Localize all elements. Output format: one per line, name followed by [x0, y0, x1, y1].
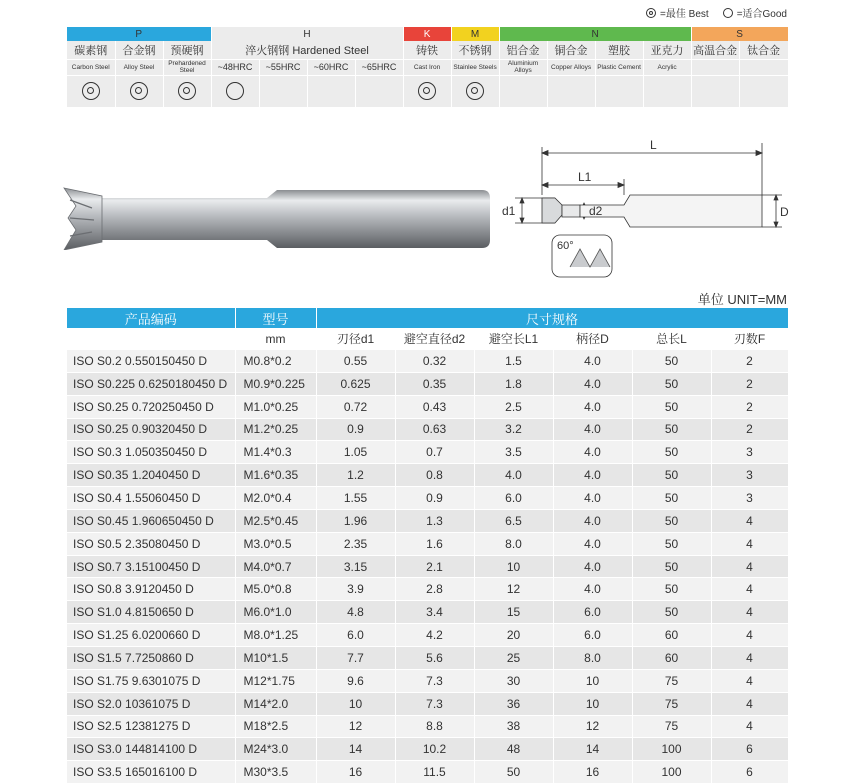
cell-model: M12*1.75 [235, 669, 316, 692]
group-k: K [403, 27, 451, 41]
cell-code: ISO S3.5 165016100 D [67, 761, 235, 784]
cell-L: 50 [632, 578, 711, 601]
group-s: S [691, 27, 788, 41]
cell-F: 4 [711, 555, 788, 578]
table-row [67, 624, 788, 647]
spec-subheader-row [67, 328, 788, 350]
cell-F: 4 [711, 532, 788, 555]
cell-d1: 9.6 [316, 669, 395, 692]
cell-L: 100 [632, 738, 711, 761]
mat-zh: 铝合金 [499, 41, 547, 59]
cell-F: 3 [711, 441, 788, 464]
best-rating-icon [178, 82, 196, 100]
cell-model: M4.0*0.7 [235, 555, 316, 578]
cell-L1: 50 [474, 761, 553, 784]
cell-D: 10 [553, 692, 632, 715]
cell-d1: 1.2 [316, 464, 395, 487]
cell-model: M6.0*1.0 [235, 601, 316, 624]
cell-L1: 6.0 [474, 487, 553, 510]
cell-D: 4.0 [553, 464, 632, 487]
label-d1: d1 [502, 204, 516, 218]
cell-model: M10*1.5 [235, 646, 316, 669]
cell-model: M18*2.5 [235, 715, 316, 738]
mat-en: ~55HRC [259, 59, 307, 75]
legend-good: =适合Good [736, 9, 787, 20]
table-row [67, 715, 788, 738]
mat-en: ~48HRC [211, 59, 259, 75]
cell-d2: 1.3 [395, 509, 474, 532]
rating-cell [67, 75, 115, 107]
cell-model: M1.6*0.35 [235, 464, 316, 487]
cell-L1: 20 [474, 624, 553, 647]
cell-d2: 0.63 [395, 418, 474, 441]
rating-cell [163, 75, 211, 107]
cell-d1: 0.55 [316, 350, 395, 373]
cell-d1: 6.0 [316, 624, 395, 647]
cell-L: 50 [632, 555, 711, 578]
cell-d2: 2.8 [395, 578, 474, 601]
table-row [67, 692, 788, 715]
cell-L: 50 [632, 395, 711, 418]
mat-en: Plastic Cement [595, 59, 643, 75]
table-row [67, 738, 788, 761]
label-D: D [780, 205, 789, 219]
cell-d2: 11.5 [395, 761, 474, 784]
mat-en: Acrylic [643, 59, 691, 75]
cell-D: 4.0 [553, 372, 632, 395]
best-rating-icon [82, 82, 100, 100]
mat-zh: 钛合金 [739, 41, 788, 59]
label-angle: 60° [557, 240, 574, 252]
cell-L: 50 [632, 487, 711, 510]
cell-code: ISO S0.25 0.90320450 D [67, 418, 235, 441]
cell-d1: 3.9 [316, 578, 395, 601]
cell-model: M8.0*1.25 [235, 624, 316, 647]
rating-cell [211, 75, 259, 107]
legend-best: =最佳 Best [660, 9, 709, 20]
cell-d2: 0.35 [395, 372, 474, 395]
mat-zh: 不锈钢 [451, 41, 499, 59]
cell-d1: 1.05 [316, 441, 395, 464]
cell-d2: 0.7 [395, 441, 474, 464]
cell-F: 2 [711, 418, 788, 441]
cell-d1: 10 [316, 692, 395, 715]
mat-zh: 铸铁 [403, 41, 451, 59]
rating-cell [451, 75, 499, 107]
cell-d1: 1.55 [316, 487, 395, 510]
cell-code: ISO S0.7 3.15100450 D [67, 555, 235, 578]
rating-cell [739, 75, 788, 107]
table-row [67, 395, 788, 418]
cell-code: ISO S0.45 1.960650450 D [67, 509, 235, 532]
cell-L1: 6.5 [474, 509, 553, 532]
cell-d2: 5.6 [395, 646, 474, 669]
cell-L: 50 [632, 464, 711, 487]
cell-L1: 12 [474, 578, 553, 601]
cell-L1: 38 [474, 715, 553, 738]
cell-model: M0.9*0.225 [235, 372, 316, 395]
unit-label: 单位 UNIT=MM [697, 292, 787, 307]
mat-zh: 碳素钢 [67, 41, 115, 59]
cell-L1: 15 [474, 601, 553, 624]
cell-d1: 3.15 [316, 555, 395, 578]
material-table [67, 27, 789, 107]
table-row [67, 418, 788, 441]
cell-code: ISO S0.35 1.2040450 D [67, 464, 235, 487]
table-row [67, 509, 788, 532]
sub-F: 刃数F [711, 328, 788, 350]
table-row [67, 441, 788, 464]
cell-d1: 12 [316, 715, 395, 738]
group-m: M [451, 27, 499, 41]
cell-model: M0.8*0.2 [235, 350, 316, 373]
group-h: H [211, 27, 403, 41]
material-rating-row [67, 75, 788, 107]
table-row [67, 601, 788, 624]
rating-cell [307, 75, 355, 107]
sub-D: 柄径D [553, 328, 632, 350]
cell-L: 50 [632, 532, 711, 555]
mat-zh: 预硬钢 [163, 41, 211, 59]
mat-en: Copper Alloys [547, 59, 595, 75]
mat-en: Aluminium Alloys [499, 59, 547, 75]
table-row [67, 578, 788, 601]
cell-D: 6.0 [553, 601, 632, 624]
table-row [67, 761, 788, 784]
cell-D: 4.0 [553, 555, 632, 578]
cell-code: ISO S2.5 12381275 D [67, 715, 235, 738]
best-rating-icon [466, 82, 484, 100]
best-rating-icon [418, 82, 436, 100]
cell-d1: 16 [316, 761, 395, 784]
cell-F: 2 [711, 395, 788, 418]
cell-F: 3 [711, 464, 788, 487]
rating-cell [547, 75, 595, 107]
rating-cell [403, 75, 451, 107]
cell-L1: 25 [474, 646, 553, 669]
cell-model: M24*3.0 [235, 738, 316, 761]
sub-d1: 刃径d1 [316, 328, 395, 350]
table-row [67, 464, 788, 487]
cell-d2: 3.4 [395, 601, 474, 624]
mat-en: ~60HRC [307, 59, 355, 75]
cell-L: 75 [632, 669, 711, 692]
cell-code: ISO S0.4 1.55060450 D [67, 487, 235, 510]
mat-en [691, 59, 739, 75]
table-row [67, 555, 788, 578]
cell-L1: 10 [474, 555, 553, 578]
cell-D: 4.0 [553, 509, 632, 532]
table-row [67, 669, 788, 692]
cell-L1: 3.5 [474, 441, 553, 464]
sub-L1: 避空长L1 [474, 328, 553, 350]
cell-code: ISO S0.225 0.6250180450 D [67, 372, 235, 395]
cell-d1: 4.8 [316, 601, 395, 624]
cell-F: 4 [711, 578, 788, 601]
cell-model: M1.0*0.25 [235, 395, 316, 418]
material-zh-row [67, 41, 788, 59]
mat-zh: 亚克力 [643, 41, 691, 59]
cell-L1: 1.5 [474, 350, 553, 373]
cell-L1: 2.5 [474, 395, 553, 418]
cell-D: 16 [553, 761, 632, 784]
cell-code: ISO S0.3 1.050350450 D [67, 441, 235, 464]
cell-d2: 7.3 [395, 692, 474, 715]
cell-model: M30*3.5 [235, 761, 316, 784]
cell-code: ISO S2.0 10361075 D [67, 692, 235, 715]
cell-L: 100 [632, 761, 711, 784]
table-row [67, 372, 788, 395]
table-row [67, 350, 788, 373]
cell-D: 12 [553, 715, 632, 738]
material-en-row [67, 59, 788, 75]
good-rating-icon [226, 82, 244, 100]
cell-L: 50 [632, 441, 711, 464]
cell-L: 50 [632, 372, 711, 395]
cell-L1: 36 [474, 692, 553, 715]
rating-cell [691, 75, 739, 107]
sub-d2: 避空直径d2 [395, 328, 474, 350]
cell-d2: 7.3 [395, 669, 474, 692]
cell-L1: 1.8 [474, 372, 553, 395]
cell-F: 6 [711, 738, 788, 761]
cell-model: M1.2*0.25 [235, 418, 316, 441]
cell-D: 8.0 [553, 646, 632, 669]
cell-d2: 10.2 [395, 738, 474, 761]
dimension-drawing [500, 135, 800, 285]
cell-d1: 2.35 [316, 532, 395, 555]
group-n: N [499, 27, 691, 41]
header-model: 型号 [235, 308, 316, 328]
table-row [67, 646, 788, 669]
cell-d2: 2.1 [395, 555, 474, 578]
rating-cell [355, 75, 403, 107]
label-L1: L1 [578, 170, 592, 184]
mat-en: Alloy Steel [115, 59, 163, 75]
header-dims: 尺寸规格 [316, 308, 788, 328]
cell-D: 4.0 [553, 395, 632, 418]
cell-D: 4.0 [553, 578, 632, 601]
cell-model: M5.0*0.8 [235, 578, 316, 601]
cell-F: 4 [711, 601, 788, 624]
cell-F: 2 [711, 350, 788, 373]
thread-mill-tool-image [62, 160, 492, 250]
cell-model: M14*2.0 [235, 692, 316, 715]
good-rating-icon [723, 8, 733, 18]
cell-code: ISO S0.8 3.9120450 D [67, 578, 235, 601]
mat-zh: 合金钢 [115, 41, 163, 59]
legend [646, 5, 787, 20]
cell-d2: 0.32 [395, 350, 474, 373]
cell-L: 50 [632, 350, 711, 373]
spec-header-row [67, 308, 788, 328]
cell-D: 6.0 [553, 624, 632, 647]
cell-D: 4.0 [553, 487, 632, 510]
material-group-row [67, 27, 788, 41]
cell-D: 10 [553, 669, 632, 692]
cell-L: 75 [632, 692, 711, 715]
cell-d1: 0.625 [316, 372, 395, 395]
cell-L: 60 [632, 646, 711, 669]
cell-code: ISO S1.75 9.6301075 D [67, 669, 235, 692]
label-d2: d2 [589, 204, 603, 218]
cell-L1: 4.0 [474, 464, 553, 487]
cell-F: 4 [711, 715, 788, 738]
rating-cell [643, 75, 691, 107]
cell-D: 4.0 [553, 418, 632, 441]
label-L: L [650, 138, 657, 152]
best-rating-icon [130, 82, 148, 100]
cell-D: 4.0 [553, 441, 632, 464]
cell-L: 50 [632, 601, 711, 624]
cell-F: 6 [711, 761, 788, 784]
cell-d1: 0.72 [316, 395, 395, 418]
cell-code: ISO S1.25 6.0200660 D [67, 624, 235, 647]
mat-en [739, 59, 788, 75]
cell-code: ISO S3.0 144814100 D [67, 738, 235, 761]
mat-zh-hardened: 淬火钢钢 Hardened Steel [211, 41, 403, 59]
cell-model: M3.0*0.5 [235, 532, 316, 555]
cell-d2: 0.8 [395, 464, 474, 487]
cell-F: 4 [711, 669, 788, 692]
cell-L1: 8.0 [474, 532, 553, 555]
sub-empty [67, 328, 235, 350]
cell-F: 3 [711, 487, 788, 510]
cell-d2: 8.8 [395, 715, 474, 738]
cell-D: 4.0 [553, 350, 632, 373]
cell-model: M1.4*0.3 [235, 441, 316, 464]
sub-model-unit: mm [235, 328, 316, 350]
group-p: P [67, 27, 211, 41]
table-row [67, 487, 788, 510]
mat-en: ~65HRC [355, 59, 403, 75]
cell-L1: 30 [474, 669, 553, 692]
cell-code: ISO S1.5 7.7250860 D [67, 646, 235, 669]
header-code: 产品编码 [67, 308, 235, 328]
cell-F: 4 [711, 509, 788, 532]
cell-D: 14 [553, 738, 632, 761]
sub-L: 总长L [632, 328, 711, 350]
cell-F: 4 [711, 624, 788, 647]
cell-code: ISO S0.2 0.550150450 D [67, 350, 235, 373]
cell-d1: 14 [316, 738, 395, 761]
mat-zh: 塑胶 [595, 41, 643, 59]
cell-d1: 1.96 [316, 509, 395, 532]
cell-d2: 0.43 [395, 395, 474, 418]
cell-D: 4.0 [553, 532, 632, 555]
cell-d1: 7.7 [316, 646, 395, 669]
cell-d2: 0.9 [395, 487, 474, 510]
cell-d1: 0.9 [316, 418, 395, 441]
cell-model: M2.0*0.4 [235, 487, 316, 510]
cell-F: 2 [711, 372, 788, 395]
spec-table [67, 308, 789, 784]
rating-cell [595, 75, 643, 107]
cell-d2: 1.6 [395, 532, 474, 555]
cell-d2: 4.2 [395, 624, 474, 647]
cell-L1: 48 [474, 738, 553, 761]
mat-zh: 高温合金 [691, 41, 739, 59]
cell-code: ISO S0.5 2.35080450 D [67, 532, 235, 555]
mat-en: Carbon Steel [67, 59, 115, 75]
cell-F: 4 [711, 692, 788, 715]
cell-code: ISO S1.0 4.8150650 D [67, 601, 235, 624]
cell-L: 75 [632, 715, 711, 738]
cell-L1: 3.2 [474, 418, 553, 441]
mat-zh: 铜合金 [547, 41, 595, 59]
rating-cell [259, 75, 307, 107]
cell-model: M2.5*0.45 [235, 509, 316, 532]
cell-F: 4 [711, 646, 788, 669]
mat-en: Prehardened Steel [163, 59, 211, 75]
cell-L: 50 [632, 509, 711, 532]
cell-code: ISO S0.25 0.720250450 D [67, 395, 235, 418]
mat-en: Stainlee Steels [451, 59, 499, 75]
table-row [67, 532, 788, 555]
best-rating-icon [646, 8, 656, 18]
mat-en: Cast Iron [403, 59, 451, 75]
cell-L: 50 [632, 418, 711, 441]
rating-cell [115, 75, 163, 107]
rating-cell [499, 75, 547, 107]
cell-L: 60 [632, 624, 711, 647]
